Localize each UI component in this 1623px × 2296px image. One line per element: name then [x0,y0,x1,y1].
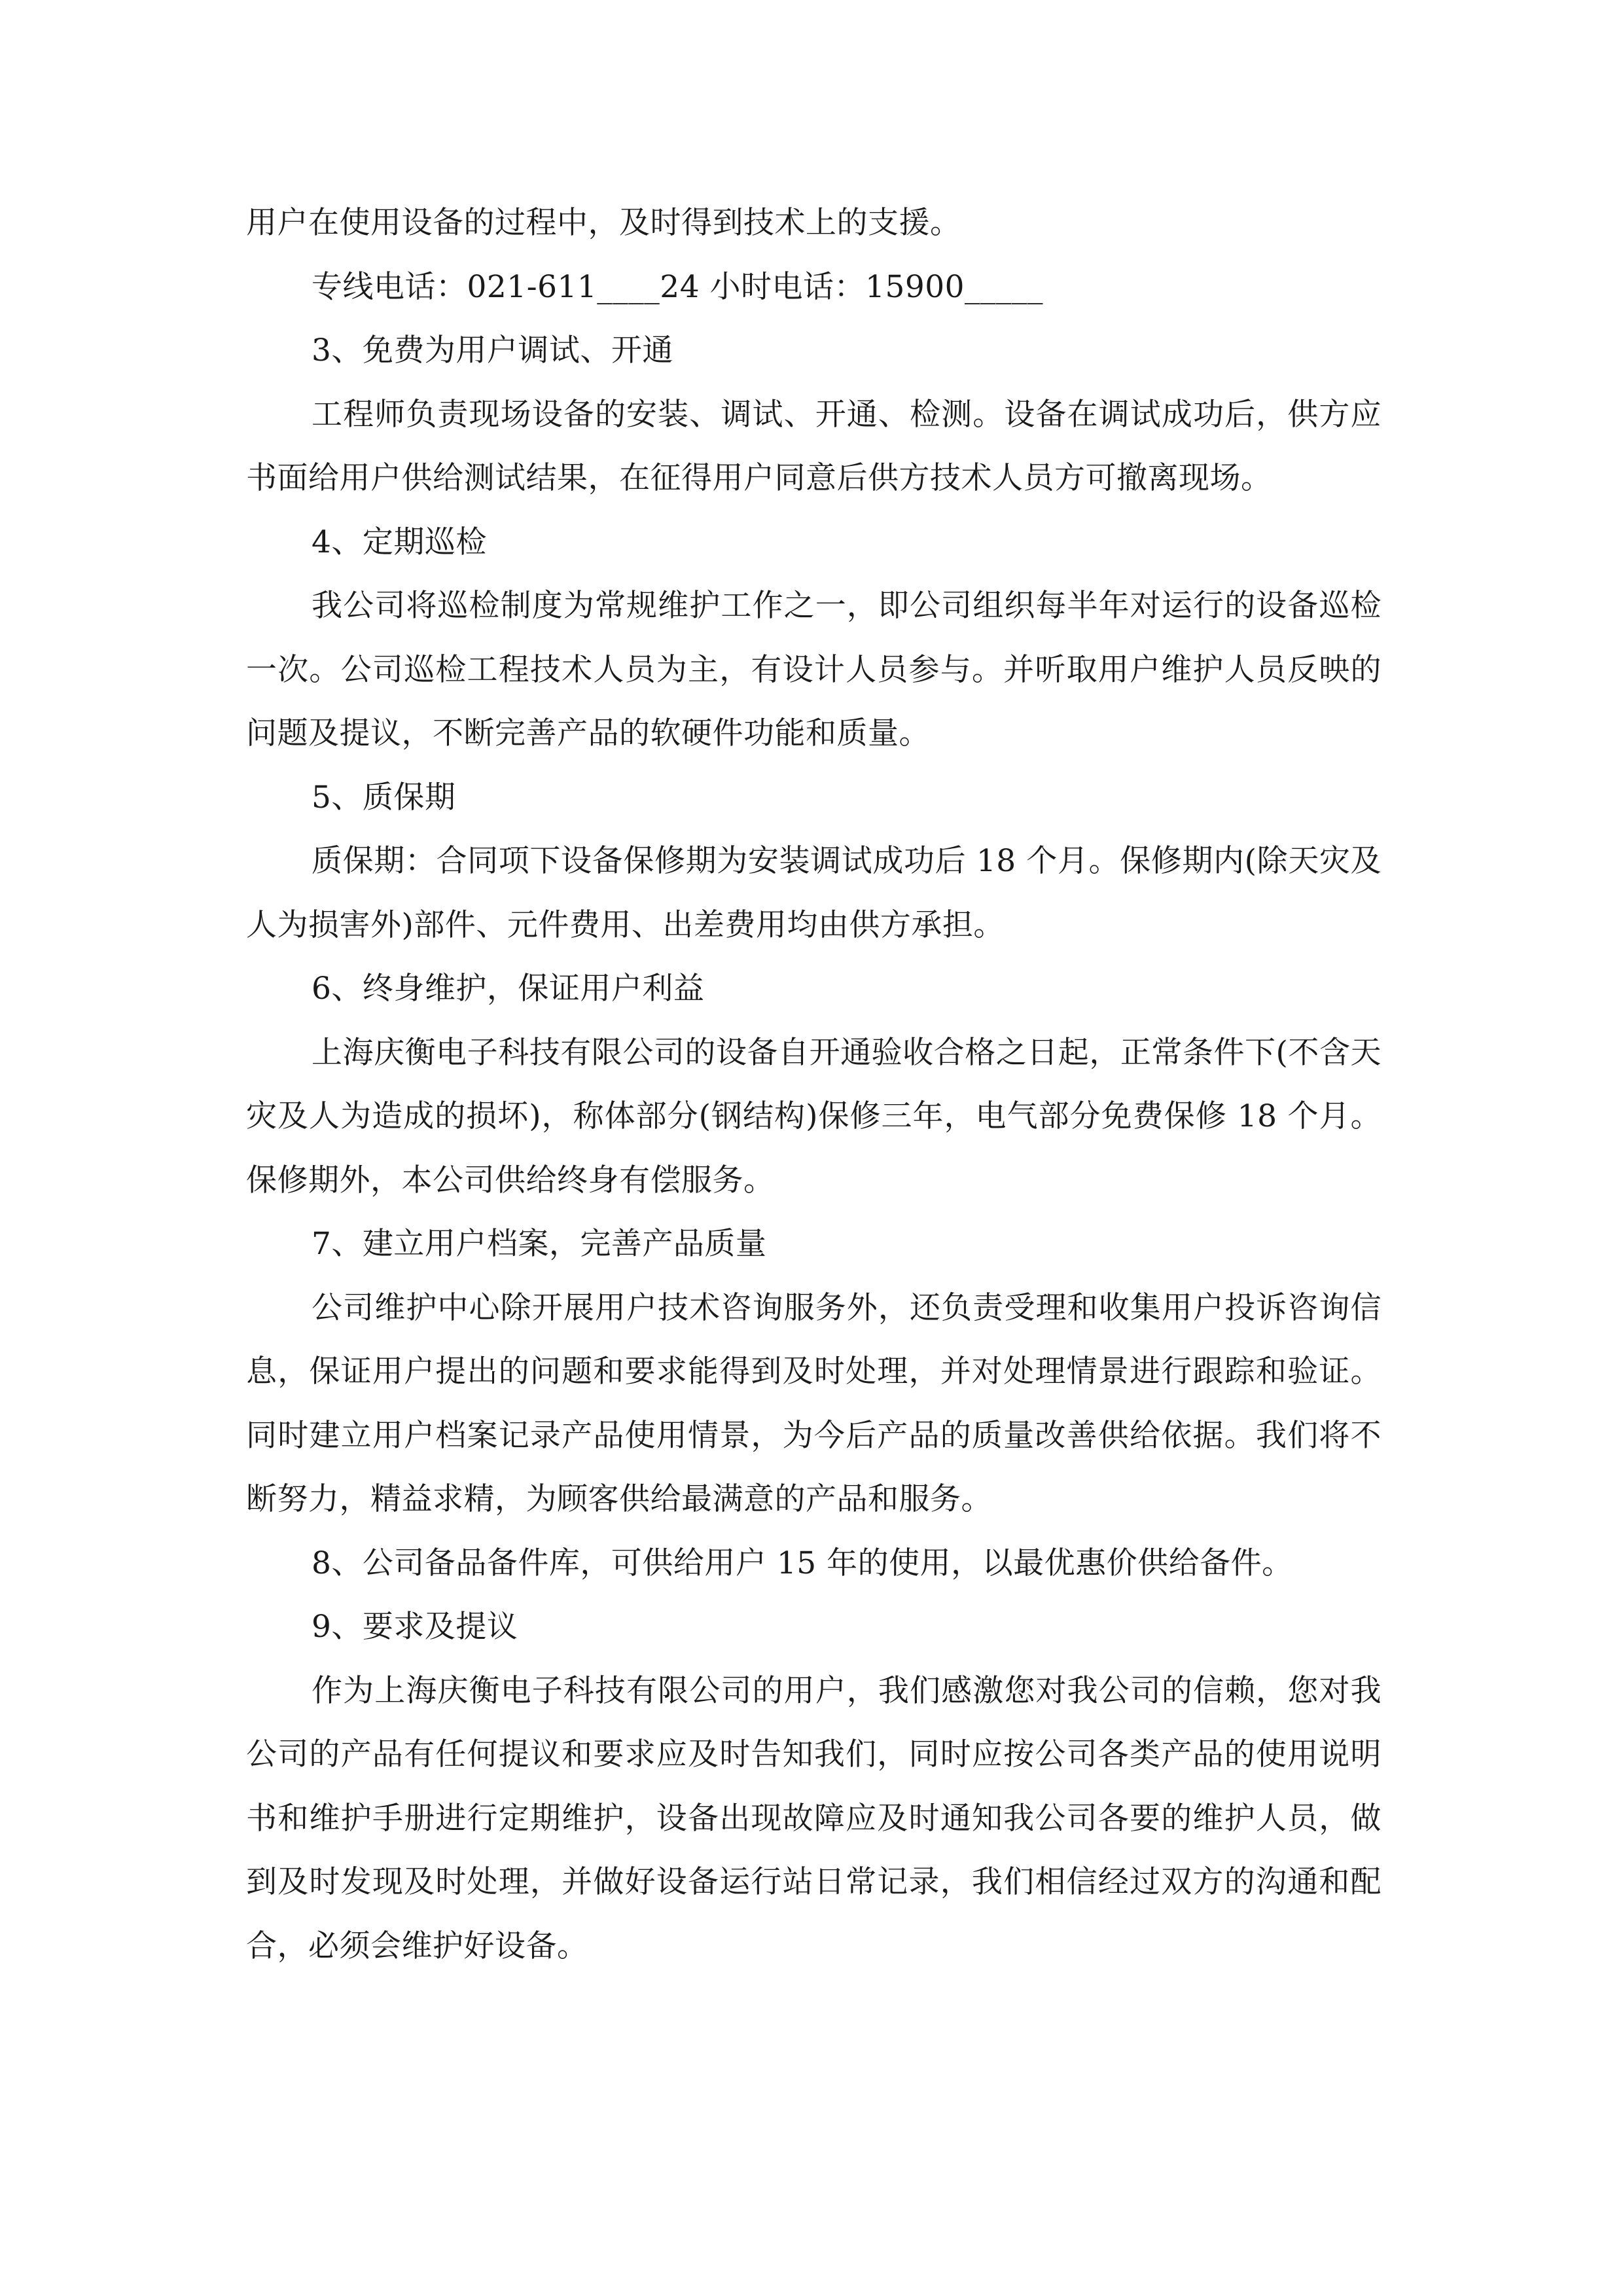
paragraph-hotline: 专线电话：021-611____24 小时电话：15900_____ [312,268,1044,305]
paragraph-continuation: 用户在使用设备的过程中，及时得到技术上的支援。 [246,205,961,241]
heading-9-requirements: 9、要求及提议 [312,1609,518,1645]
heading-7-user-records: 7、建立用户档案，完善产品质量 [312,1226,767,1262]
paragraph-lifetime-maintenance: 上海庆衡电子科技有限公司的设备自开通验收合格之日起，正常条件下(不含天灾及人为造成的损坏)，称体部分(钢结构)保修三年，电气部分免费保修 18 个月。保修期外，本公司供给终身有偿服务。 [246,1034,1382,1198]
heading-5-warranty-period: 5、质保期 [312,779,456,816]
heading-3-free-debugging: 3、免费为用户调试、开通 [312,332,673,368]
paragraph-requirements: 作为上海庆衡电子科技有限公司的用户，我们感激您对我公司的信赖，您对我公司的产品有任何提议和要求应及时告知我们，同时应按公司各类产品的使用说明书和维护手册进行定期维护，设备出现故障应及时通知我公司各要的维护人员，做到及时发现及时处理，并做好设备运行站日常记录，我们相信经过双方的沟通和配合，必须会维护好设备。 [246,1672,1382,1964]
heading-4-regular-inspection: 4、定期巡检 [312,524,487,560]
heading-8-spare-parts: 8、公司备品备件库，可供给用户 15 年的使用，以最优惠价供给备件。 [312,1545,1293,1581]
paragraph-user-records: 公司维护中心除开展用户技术咨询服务外，还负责受理和收集用户投诉咨询信息，保证用户提出的问题和要求能得到及时处理，并对处理情景进行跟踪和验证。同时建立用户档案记录产品使用情景，为今后产品的质量改善供给依据。我们将不断努力，精益求精，为顾客供给最满意的产品和服务。 [246,1289,1382,1517]
paragraph-inspection-system: 我公司将巡检制度为常规维护工作之一，即公司组织每半年对运行的设备巡检一次。公司巡检工程技术人员为主，有设计人员参与。并听取用户维护人员反映的问题及提议，不断完善产品的软硬件功能和质量。 [246,588,1382,751]
heading-6-lifetime-maintenance: 6、终身维护，保证用户利益 [312,971,705,1007]
paragraph-warranty-details: 质保期：合同项下设备保修期为安装调试成功后 18 个月。保修期内(除天灾及人为损害外)部件、元件费用、出差费用均由供方承担。 [246,843,1382,943]
document-body [246,191,1382,1978]
paragraph-engineer-installation: 工程师负责现场设备的安装、调试、开通、检测。设备在调试成功后，供方应书面给用户供给测试结果，在征得用户同意后供方技术人员方可撤离现场。 [246,396,1382,496]
